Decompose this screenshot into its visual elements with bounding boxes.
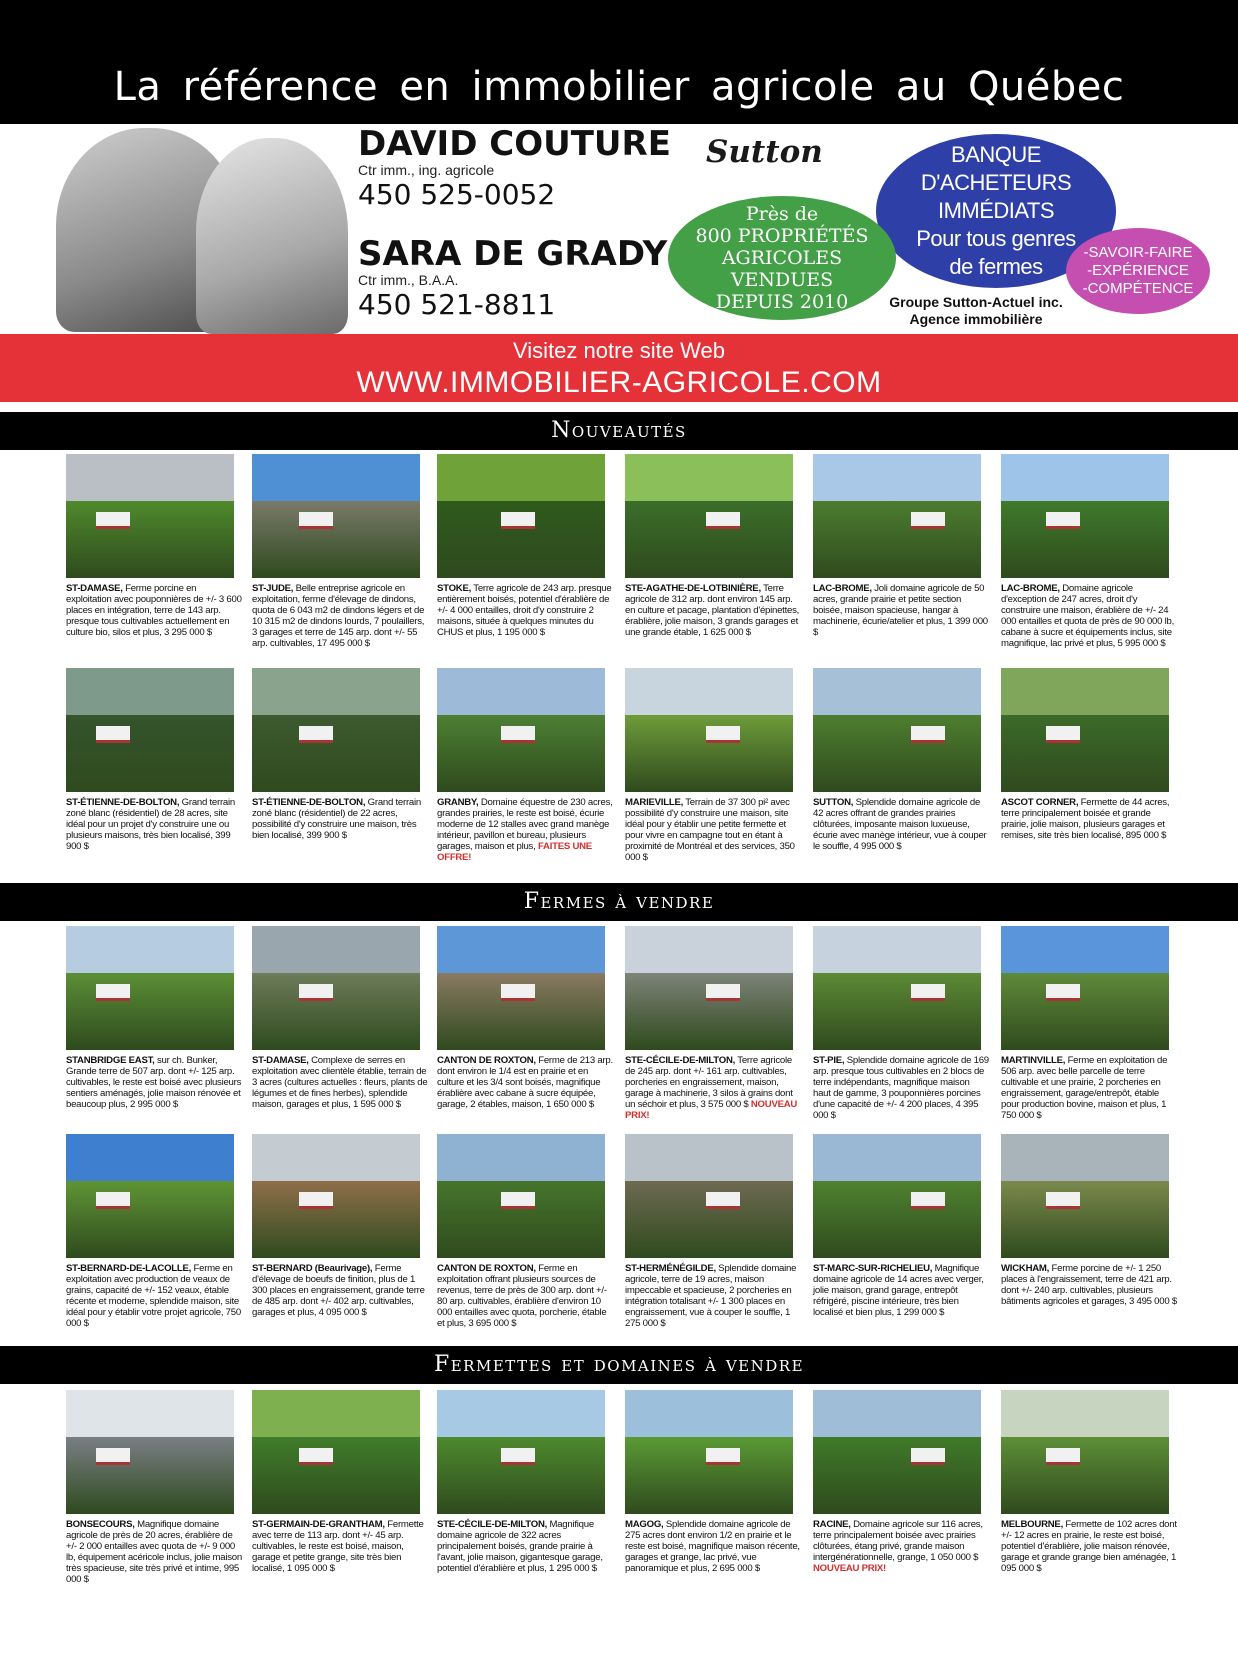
listing-caption — [252, 583, 428, 649]
photo-sky — [1001, 926, 1169, 978]
listing-caption — [813, 797, 989, 852]
properties-sold-line: DEPUIS 2010 — [715, 291, 849, 313]
listing-location: GRANBY, — [437, 797, 479, 808]
listing-location: CANTON DE ROXTON, — [437, 1055, 536, 1066]
properties-sold-line: 800 PROPRIÉTÉS — [695, 225, 869, 247]
listing-caption — [66, 797, 242, 852]
skills-line: -EXPÉRIENCE — [1087, 262, 1189, 279]
listing-caption — [66, 583, 242, 638]
listing-caption — [437, 797, 613, 863]
listing-photo[interactable] — [813, 926, 981, 1050]
listing-photo[interactable] — [1001, 454, 1169, 578]
listing-location: MARTINVILLE, — [1001, 1055, 1066, 1066]
listing-photo[interactable] — [252, 1134, 420, 1258]
listing-location: STANBRIDGE EAST, — [66, 1055, 155, 1066]
listing-location: ST-JUDE, — [252, 583, 294, 594]
listing-location: STE-AGATHE-DE-LOTBINIÈRE, — [625, 583, 761, 594]
photo-sky — [625, 1390, 793, 1442]
photo-sky — [252, 454, 420, 506]
photo-land — [252, 501, 420, 578]
agent-title-sara: Ctr imm., B.A.A. — [358, 272, 459, 288]
photo-building — [96, 726, 130, 743]
listing-caption — [66, 1519, 242, 1585]
agent-name-david: DAVID COUTURE — [358, 124, 671, 164]
listing-location: ST-DAMASE, — [66, 583, 123, 594]
listing-caption — [437, 1263, 613, 1329]
listing-location: STE-CÉCILE-DE-MILTON, — [625, 1055, 736, 1066]
photo-sky — [437, 668, 605, 720]
listing-location: STOKE, — [437, 583, 472, 594]
listing-photo[interactable] — [66, 668, 234, 792]
listing-location: MARIEVILLE, — [625, 797, 684, 808]
listing-caption — [625, 1055, 801, 1121]
listing-photo[interactable] — [1001, 668, 1169, 792]
photo-sky — [437, 1390, 605, 1442]
skills-line: -COMPÉTENCE — [1082, 280, 1194, 297]
listing-highlight: FAITES UNE OFFRE! — [437, 841, 592, 863]
listing-photo[interactable] — [625, 1390, 793, 1514]
photo-land — [813, 973, 981, 1050]
photo-sky — [66, 1134, 234, 1186]
photo-land — [252, 715, 420, 792]
website-link[interactable]: WWW.IMMOBILIER-AGRICOLE.COM — [356, 366, 882, 399]
photo-land — [813, 715, 981, 792]
listing-caption — [252, 1055, 428, 1110]
listing-photo[interactable] — [813, 1390, 981, 1514]
listing-description: Magnifique domaine agricole de 322 acres principalement boisés, grande prairie à l'avant, jolie maison, gigantesque garage, potentiel d'érablière et plus, 1 295 000 $ — [437, 1519, 603, 1574]
photo-sky — [66, 926, 234, 978]
photo-land — [1001, 1437, 1169, 1514]
listing-photo[interactable] — [437, 1390, 605, 1514]
photo-sky — [1001, 1134, 1169, 1186]
photo-building — [1046, 512, 1080, 529]
listing-location: ST-DAMASE, — [252, 1055, 309, 1066]
listing-caption — [1001, 1055, 1177, 1121]
tagline: La référence en immobilier agricole au Québec — [113, 64, 1125, 110]
photo-building — [706, 512, 740, 529]
listing-photo[interactable] — [66, 454, 234, 578]
listing-photo[interactable] — [437, 668, 605, 792]
photo-land — [813, 1437, 981, 1514]
agency-line: Agence immobilière — [909, 311, 1043, 327]
listing-caption — [813, 1263, 989, 1318]
listing-description: Ferme de 213 arp. dont environ le 1/4 est en prairie et en culture et les 3/4 sont boisés, magnifique érablière avec cabane à sucre équipée, garage, 2 étables, maison, 1 650 000 $ — [437, 1055, 613, 1110]
listing-description: Splendide domaine agricole, terre de 19 acres, maison impeccable et spacieuse, 2 porcheries en intégration totalisant +/- 1 300 places en engraissement, vue à couper le souffle, 1 275 000 $ — [625, 1263, 797, 1329]
photo-land — [66, 1437, 234, 1514]
listing-caption — [252, 797, 428, 841]
listing-photo[interactable] — [1001, 926, 1169, 1050]
listing-description: sur ch. Bunker, Grande terre de 507 arp. dont +/- 125 arp. cultivables, le reste est boisé avec plusieurs sentiers aménagés, jolie maison rénovée et beaucoup plus, 2 995 000 $ — [66, 1055, 242, 1110]
listing-location: WICKHAM, — [1001, 1263, 1050, 1274]
photo-sky — [66, 454, 234, 506]
listing-location: MELBOURNE, — [1001, 1519, 1063, 1530]
listing-highlight: NOUVEAU PRIX! — [625, 1099, 798, 1121]
listing-description: Complexe de serres en exploitation avec clientèle établie, terrain de 3 acres (cultures actuelles : fleurs, plants de légumes et de fines herbes), splendide maison, garages et plus, 1 595 000 $ — [252, 1055, 428, 1110]
listing-caption — [625, 1519, 801, 1574]
photo-building — [299, 726, 333, 743]
buyers-bank-line: de fermes — [949, 254, 1043, 279]
listing-location: ST-ÉTIENNE-DE-BOLTON, — [66, 797, 180, 808]
listing-location: ST-GERMAIN-DE-GRANTHAM, — [252, 1519, 385, 1530]
agent-phone-david[interactable]: 450 525-0052 — [358, 178, 556, 211]
photo-sky — [252, 1134, 420, 1186]
listing-caption — [625, 1263, 801, 1329]
photo-sky — [66, 668, 234, 720]
photo-land — [252, 1181, 420, 1258]
photo-sky — [813, 454, 981, 506]
listing-photo[interactable] — [252, 454, 420, 578]
buyers-bank-line: BANQUE — [951, 142, 1041, 167]
photo-building — [706, 984, 740, 1001]
section-title-nouveautes: Nouveautés — [0, 412, 1238, 450]
photo-building — [706, 1192, 740, 1209]
listing-description: Grand terrain zoné blanc (résidentiel) de 28 acres, site idéal pour un projet d'y construire une ou plusieurs maisons, très bien localisé, 399 900 $ — [66, 797, 235, 852]
website-band — [0, 334, 1238, 402]
agent-name-sara: SARA DE GRADY — [358, 234, 668, 274]
listing-description: Splendide domaine agricole de 169 arp. presque tous cultivables en 2 blocs de terre indépendants, magnifique maison haut de gamme, 3 pouponnières porcines d'une capacité de +/- 4 200 places, 4 395 000 $ — [813, 1055, 989, 1121]
photo-sky — [437, 454, 605, 506]
listing-caption — [252, 1263, 428, 1318]
top-banner — [0, 0, 1238, 124]
listing-location: LAC-BROME, — [1001, 583, 1060, 594]
listing-photo[interactable] — [437, 454, 605, 578]
agent-phone-sara[interactable]: 450 521-8811 — [358, 288, 556, 321]
photo-sky — [813, 1390, 981, 1442]
listing-highlight: NOUVEAU PRIX! — [813, 1563, 886, 1574]
listing-caption — [625, 583, 801, 638]
listing-location: ST-MARC-SUR-RICHELIEU, — [813, 1263, 933, 1274]
listing-location: ST-BERNARD-DE-LACOLLE, — [66, 1263, 192, 1274]
listing-photo[interactable] — [1001, 1390, 1169, 1514]
photo-building — [96, 512, 130, 529]
listing-caption — [813, 583, 989, 638]
listing-caption — [813, 1055, 989, 1121]
listing-location: STE-CÉCILE-DE-MILTON, — [437, 1519, 548, 1530]
skills-line: -SAVOIR-FAIRE — [1083, 244, 1193, 261]
photo-building — [299, 984, 333, 1001]
listing-photo[interactable] — [813, 454, 981, 578]
listing-description: Domaine agricole sur 116 acres, terre principalement boisée avec prairies clôturées, étang privé, grande maison intergénérationnelle, grange, 1 050 000 $ — [813, 1519, 983, 1563]
listing-caption — [1001, 1263, 1177, 1307]
listing-description: Ferme porcine en exploitation avec pouponnières de +/- 3 600 places en intégration, terre de 143 arp. presque tous cultivables actuellement en culture bio, silos et plus, 3 295 000 $ — [66, 583, 242, 638]
listing-description: Ferme porcine de +/- 1 250 places à l'engraissement, terre de 421 arp. dont +/- 240 arp. cultivables, plusieurs bâtiments agricoles et garages, 3 495 000 $ — [1001, 1263, 1177, 1307]
photo-sky — [437, 1134, 605, 1186]
listing-photo[interactable] — [1001, 1134, 1169, 1258]
photo-building — [299, 1448, 333, 1465]
photo-sky — [813, 1134, 981, 1186]
photo-sky — [252, 926, 420, 978]
listing-location: ST-BERNARD (Beaurivage), — [252, 1263, 373, 1274]
photo-building — [501, 1448, 535, 1465]
photo-land — [252, 1437, 420, 1514]
listing-caption — [1001, 583, 1177, 649]
listing-description: Domaine équestre de 230 acres, grandes prairies, le reste est boisé, écurie moderne de 12 stalles avec grand manège intérieur, pavillon et bureau, plusieurs garages, maison et plus, — [437, 797, 613, 852]
listing-description: Domaine agricole d'exception de 247 acres, droit d'y construire une maison, érablière de +/- 24 000 entailles et quota de près de 90 000 lb, cabane à sucre et équipements inclus, site magnifique, lac privé et plus, 5 995 000 $ — [1001, 583, 1175, 649]
website-label: Visitez notre site Web — [513, 338, 725, 363]
photo-sky — [625, 926, 793, 978]
listing-photo[interactable] — [252, 1390, 420, 1514]
listing-caption — [437, 1519, 613, 1574]
photo-building — [299, 512, 333, 529]
listing-caption — [252, 1519, 428, 1574]
photo-sky — [625, 454, 793, 506]
listing-location: ASCOT CORNER, — [1001, 797, 1079, 808]
listing-caption — [1001, 797, 1177, 841]
listing-description: Fermette avec terre de 113 arp. dont +/- 45 arp. cultivables, le reste est boisé, maison, garage et petite grange, site très bien localisé, 1 095 000 $ — [252, 1519, 424, 1574]
photo-building — [706, 1448, 740, 1465]
photo-building — [911, 984, 945, 1001]
photo-sky — [252, 668, 420, 720]
photo-building — [911, 512, 945, 529]
photo-building — [96, 1192, 130, 1209]
listing-description: Fermette de 102 acres dont +/- 12 acres en prairie, le reste est boisé, potentiel d'érablière, jolie maison rénovée, garage et grande grange bien aménagée, 1 095 000 $ — [1001, 1519, 1177, 1574]
listing-caption — [625, 797, 801, 863]
photo-building — [911, 1192, 945, 1209]
listing-location: LAC-BROME, — [813, 583, 872, 594]
photo-building — [911, 726, 945, 743]
photo-sky — [1001, 668, 1169, 720]
properties-sold-line: Près de — [745, 203, 819, 225]
listing-photo[interactable] — [66, 926, 234, 1050]
listing-description: Magnifique domaine agricole de près de 20 acres, érablière de +/- 2 000 entailles avec quota de +/- 9 000 lb, équipement acéricole inclus, jolie maison très spacieuse, site très privé et intime, 995 000 $ — [66, 1519, 242, 1585]
listing-photo[interactable] — [813, 668, 981, 792]
photo-land — [1001, 973, 1169, 1050]
buyers-bank-line: D'ACHETEURS IMMÉDIATS — [920, 170, 1072, 223]
listing-description: Grand terrain zoné blanc (résidentiel) de 22 acres, possibilité d'y construire une maison, très bien localisé, 399 900 $ — [252, 797, 421, 841]
properties-sold-line: AGRICOLES VENDUES — [721, 247, 843, 291]
listing-description: Ferme en exploitation avec production de veaux de grains, capacité de +/- 152 veaux, étable récente et moderne, splendide maison, site idéal pour y établir votre projet agricole, 750 000 $ — [66, 1263, 241, 1329]
listing-location: MAGOG, — [625, 1519, 664, 1530]
listing-photo[interactable] — [625, 454, 793, 578]
listing-description: Terre agricole de 243 arp. presque entièrement boisés, potentiel d'érablière de +/- 4 000 entailles, droit d'y construire 2 maisons, située à quelques minutes du CHUS et plus, 1 195 000 $ — [437, 583, 612, 638]
listing-photo[interactable] — [625, 926, 793, 1050]
photo-land — [66, 715, 234, 792]
listing-photo[interactable] — [66, 1134, 234, 1258]
photo-land — [1001, 501, 1169, 578]
listing-caption — [813, 1519, 989, 1574]
listing-description: Belle entreprise agricole en exploitation, ferme d'élevage de dindons, quota de 6 043 m2 de dindons légers et de 10 315 m2 de dindons lourds, 7 poulaillers, 3 garages et terre de 145 arp. dont +/- 55 arp. cultivables, 17 495 000 $ — [252, 583, 425, 649]
listing-description: Splendide domaine agricole de 42 acres offrant de grandes prairies clôturées, imposante maison luxueuse, écurie avec manège intérieur, vue à couper le souffle, 4 995 000 $ — [813, 797, 987, 852]
photo-land — [813, 1181, 981, 1258]
listing-caption — [66, 1263, 242, 1329]
listing-description: Ferme en exploitation de 506 arp. avec belle parcelle de terre cultivable et une prairie, 2 porcheries en engraissement, garage/entrepôt, étable pour production bovine, maison et plus, 1 750 000 $ — [1001, 1055, 1168, 1121]
photo-building — [501, 984, 535, 1001]
section-title-fermes: Fermes à vendre — [0, 883, 1238, 921]
photo-sky — [813, 926, 981, 978]
sutton-logo: Sutton — [706, 134, 823, 170]
photo-sky — [66, 1390, 234, 1442]
listing-location: CANTON DE ROXTON, — [437, 1263, 536, 1274]
buyers-bank-line: Pour tous genres — [916, 226, 1076, 251]
listing-description: Fermette de 44 acres, terre principalement boisée et grande prairie, jolie maison, plusieurs garages et remises, site très bien localisé, 895 000 $ — [1001, 797, 1170, 841]
photo-building — [299, 1192, 333, 1209]
listing-description: Joli domaine agricole de 50 acres, grande prairie et petite section boisée, maison spacieuse, hangar à machinerie, écurie/atelier et plus, 1 399 000 $ — [813, 583, 988, 638]
listing-caption — [437, 1055, 613, 1110]
listing-location: ST-PIE, — [813, 1055, 845, 1066]
listing-location: BONSECOURS, — [66, 1519, 135, 1530]
photo-sky — [625, 1134, 793, 1186]
listing-location: ST-ÉTIENNE-DE-BOLTON, — [252, 797, 366, 808]
agency-line: Groupe Sutton-Actuel inc. — [889, 294, 1063, 310]
agent-title-david: Ctr imm., ing. agricole — [358, 162, 495, 178]
photo-land — [66, 1181, 234, 1258]
photo-sky — [437, 926, 605, 978]
listing-caption — [1001, 1519, 1177, 1574]
photo-building — [96, 984, 130, 1001]
photo-sky — [813, 668, 981, 720]
agency-name — [876, 294, 1076, 328]
photo-building — [501, 726, 535, 743]
listing-description: Terrain de 37 300 pi² avec possibilité d'y construire une maison, site idéal pour y établir une petite fermette et pour vivre en campagne tout en étant à proximité de Montréal et des services, 350 000 $ — [625, 797, 795, 863]
listing-caption — [66, 1055, 242, 1110]
photo-land — [66, 973, 234, 1050]
photo-building — [1046, 1448, 1080, 1465]
photo-building — [96, 1448, 130, 1465]
skills-badge — [1066, 228, 1210, 314]
listing-photo[interactable] — [66, 1390, 234, 1514]
photo-building — [1046, 726, 1080, 743]
photo-building — [911, 1448, 945, 1465]
listing-photo[interactable] — [625, 668, 793, 792]
listing-description: Ferme d'élevage de boeufs de finition, plus de 1 300 places en engraissement, grande terre de 485 arp. dont +/- 402 arp. cultivables, garages et plus, 4 095 000 $ — [252, 1263, 425, 1318]
photo-building — [1046, 984, 1080, 1001]
listing-photo[interactable] — [252, 926, 420, 1050]
photo-sky — [252, 1390, 420, 1442]
photo-land — [252, 973, 420, 1050]
listing-description: Splendide domaine agricole de 275 acres dont environ 1/2 en prairie et le reste est boisé, magnifique maison récente, garages et grange, lac privé, vue panoramique et plus, 2 695 000 $ — [625, 1519, 800, 1574]
listing-photo[interactable] — [437, 1134, 605, 1258]
photo-sky — [1001, 454, 1169, 506]
agent-photo-sara — [196, 138, 348, 334]
photo-land — [66, 501, 234, 578]
section-title-fermettes: Fermettes et domaines à vendre — [0, 1346, 1238, 1384]
listing-location: ST-HERMÉNÉGILDE, — [625, 1263, 716, 1274]
photo-land — [1001, 1181, 1169, 1258]
photo-sky — [1001, 1390, 1169, 1442]
listing-location: SUTTON, — [813, 797, 854, 808]
photo-sky — [625, 668, 793, 720]
photo-building — [501, 1192, 535, 1209]
listing-description: Terre agricole de 245 arp. dont +/- 161 arp. cultivables, porcheries en engraissement, maison, garage à machinerie, 3 silos à grains dont un séchoir et plus, 3 575 000 $ — [625, 1055, 793, 1110]
photo-building — [501, 512, 535, 529]
properties-sold-badge — [668, 196, 896, 320]
listing-photo[interactable] — [625, 1134, 793, 1258]
listing-description: Ferme en exploitation offrant plusieurs sources de revenus, terre de près de 300 arp. dont +/- 80 arp. cultivables, érablière d'environ 10 000 entailles avec quota, porcherie, étable et plus, 3 695 000 $ — [437, 1263, 607, 1329]
listing-description: Magnifique domaine agricole de 14 acres avec verger, jolie maison, grand garage, entrepôt réfrigéré, piscine intérieure, très bien localisé et bien plus, 1 299 000 $ — [813, 1263, 984, 1318]
listing-location: RACINE, — [813, 1519, 851, 1530]
photo-building — [1046, 1192, 1080, 1209]
photo-building — [706, 726, 740, 743]
listing-photo[interactable] — [252, 668, 420, 792]
photo-land — [813, 501, 981, 578]
listing-photo[interactable] — [813, 1134, 981, 1258]
listing-caption — [437, 583, 613, 638]
listing-description: Terre agricole de 312 arp. dont environ 145 arp. en culture et pacage, plantation d'épinettes, érablière, jolie maison, 3 grands garages et une grande étable, 1 625 000 $ — [625, 583, 800, 638]
listing-photo[interactable] — [437, 926, 605, 1050]
photo-land — [1001, 715, 1169, 792]
